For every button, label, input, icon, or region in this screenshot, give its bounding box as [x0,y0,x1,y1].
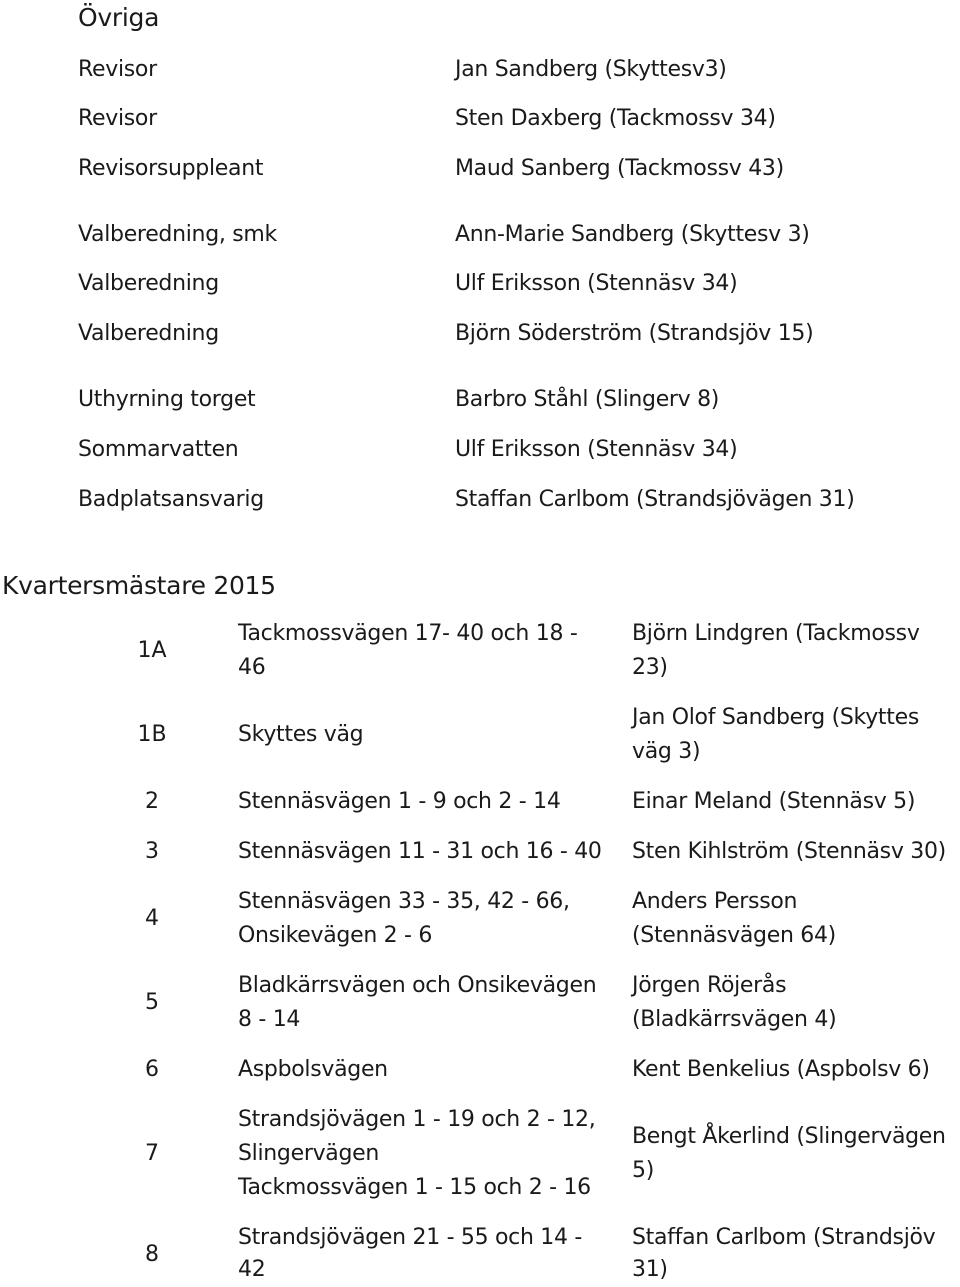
ovriga-person: Ulf Eriksson (Stennäsv 34) [455,271,738,296]
kvarter-person: Jan Olof Sandberg (Skyttes [632,705,919,730]
kvarter-person: Staffan Carlbom (Strandsjöv [632,1225,936,1250]
kvarter-number: 7 [145,1141,159,1166]
kvarter-person: Jörgen Röjerås [632,973,787,998]
kvarter-area: Strandsjövägen 21 - 55 och 14 - [238,1225,583,1250]
kvarter-person: Einar Meland (Stennäsv 5) [632,789,916,814]
kvarter-area: Tackmossvägen 17- 40 och 18 - [238,621,578,646]
ovriga-role: Badplatsansvarig [78,487,264,512]
kvarter-area: Onsikevägen 2 - 6 [238,923,433,948]
kvarter-number: 8 [145,1242,159,1267]
kvarter-area: Bladkärrsvägen och Onsikevägen [238,973,597,998]
ovriga-heading: Övriga [78,3,160,32]
kvarter-area: Skyttes väg [238,722,364,747]
kvarter-area: Aspbolsvägen [238,1057,388,1082]
kvarter-area: 8 - 14 [238,1007,301,1032]
kvarter-person: Kent Benkelius (Aspbolsv 6) [632,1057,930,1082]
ovriga-person: Maud Sanberg (Tackmossv 43) [455,156,784,181]
ovriga-role: Valberedning [78,271,219,296]
kvarter-person: 31) [632,1257,668,1282]
kvarter-person: (Stennäsvägen 64) [632,923,836,948]
kvarter-area: Tackmossvägen 1 - 15 och 2 - 16 [238,1175,591,1200]
kvarter-person: 23) [632,655,668,680]
kvarter-number: 6 [145,1057,159,1082]
ovriga-role: Revisorsuppleant [78,156,264,181]
kvarter-area: Stennäsvägen 11 - 31 och 16 - 40 [238,839,602,864]
kvarter-person: Sten Kihlström (Stennäsv 30) [632,839,946,864]
kvarter-area: 46 [238,655,266,680]
kvarter-heading: Kvartersmästare 2015 [2,571,276,600]
kvarter-number: 3 [145,839,159,864]
kvarter-number: 1A [137,638,167,663]
ovriga-person: Barbro Ståhl (Slingerv 8) [455,387,720,412]
kvarter-number: 4 [145,906,159,931]
kvarter-area: Slingervägen [238,1141,380,1166]
kvarter-person: Anders Persson [632,889,798,914]
ovriga-role: Revisor [78,106,157,131]
ovriga-person: Jan Sandberg (Skyttesv3) [455,57,727,82]
ovriga-person: Sten Daxberg (Tackmossv 34) [455,106,776,131]
kvarter-area: Strandsjövägen 1 - 19 och 2 - 12, [238,1107,596,1132]
ovriga-person: Staffan Carlbom (Strandsjövägen 31) [455,487,855,512]
ovriga-person: Ann-Marie Sandberg (Skyttesv 3) [455,222,810,247]
ovriga-role: Sommarvatten [78,437,239,462]
ovriga-role: Revisor [78,57,157,82]
kvarter-person: väg 3) [632,739,701,764]
kvarter-area: Stennäsvägen 1 - 9 och 2 - 14 [238,789,561,814]
kvarter-number: 5 [145,990,159,1015]
kvarter-number: 1B [137,722,167,747]
ovriga-person: Björn Söderström (Strandsjöv 15) [455,321,814,346]
ovriga-role: Valberedning, smk [78,222,277,247]
kvarter-area: Stennäsvägen 33 - 35, 42 - 66, [238,889,570,914]
kvarter-person: (Bladkärrsvägen 4) [632,1007,837,1032]
ovriga-person: Ulf Eriksson (Stennäsv 34) [455,437,738,462]
kvarter-person: Bengt Åkerlind (Slingervägen [632,1124,946,1149]
kvarter-area: 42 [238,1257,266,1282]
ovriga-role: Uthyrning torget [78,387,256,412]
kvarter-person: Björn Lindgren (Tackmossv [632,621,920,646]
ovriga-role: Valberedning [78,321,219,346]
kvarter-person: 5) [632,1158,654,1183]
kvarter-number: 2 [145,789,159,814]
